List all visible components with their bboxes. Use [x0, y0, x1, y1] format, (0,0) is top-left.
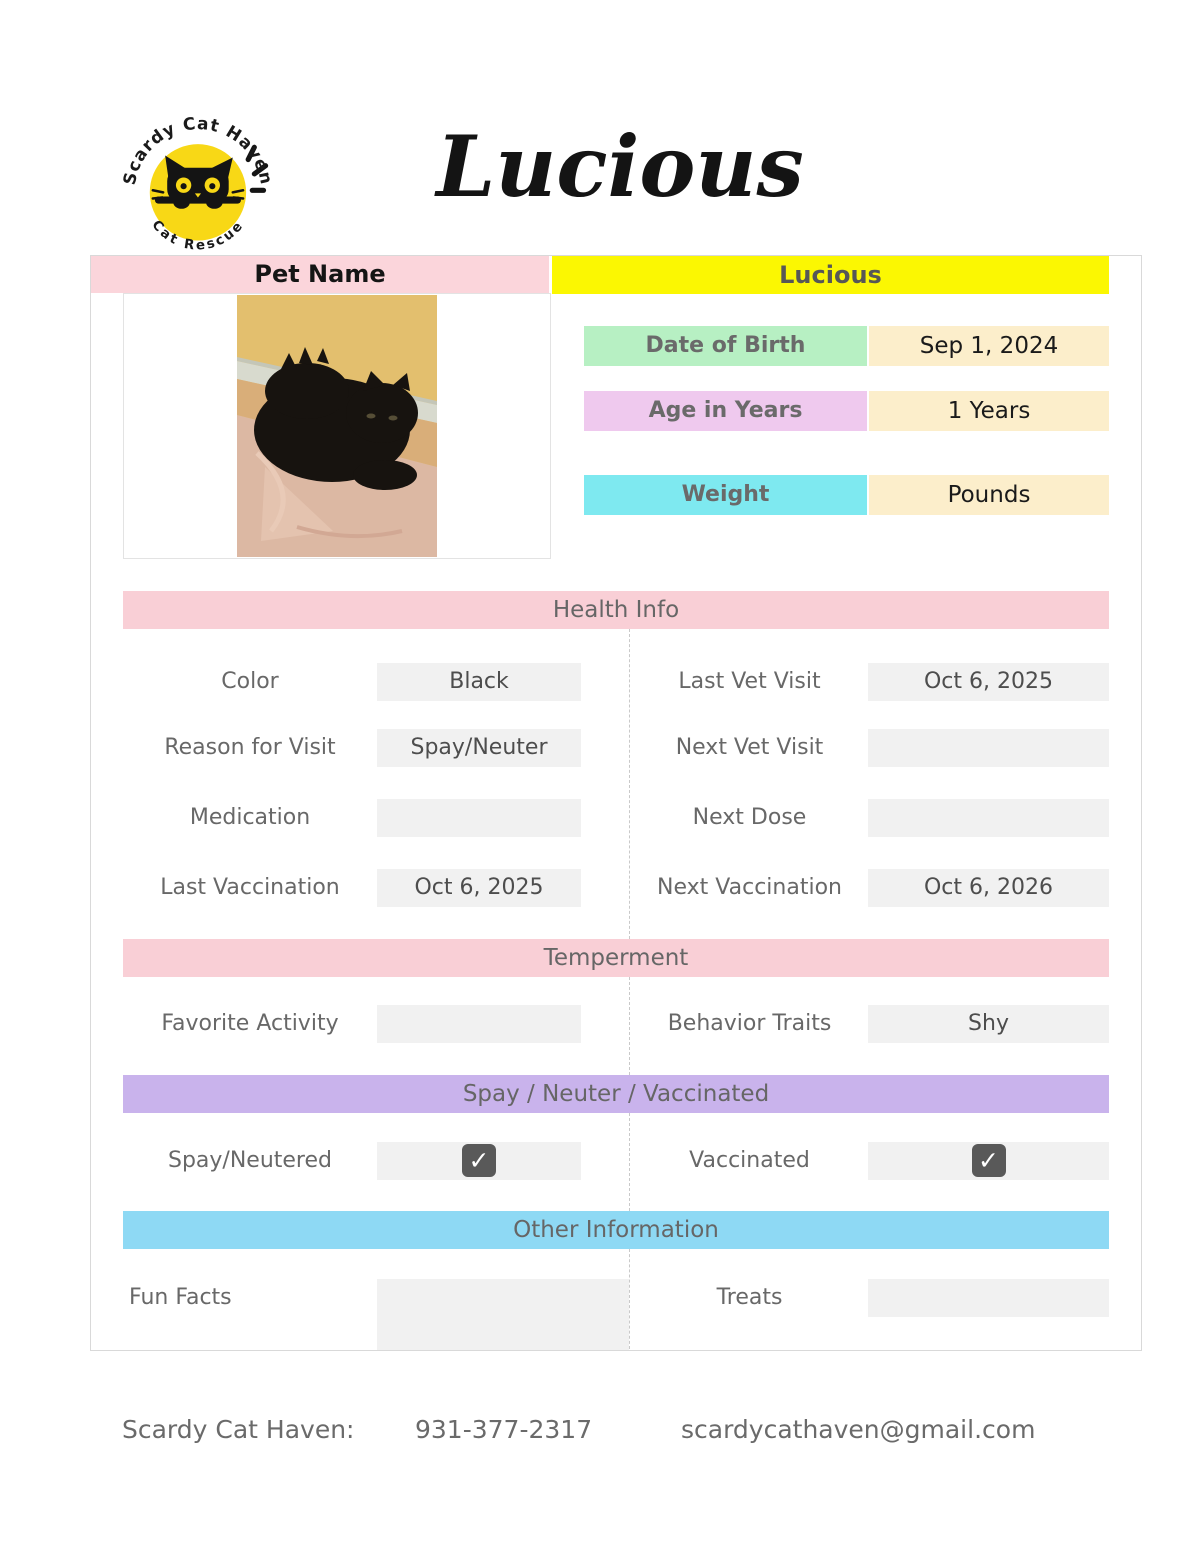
- field-label-color: Color: [221, 669, 279, 694]
- footer-org-name: Scardy Cat Haven:: [122, 1415, 355, 1444]
- field-value-medication[interactable]: [377, 799, 581, 837]
- field-value-last-vaccination[interactable]: Oct 6, 2025: [377, 869, 581, 907]
- field-label-next-vaccination: Next Vaccination: [657, 875, 842, 900]
- footer-email: scardycathaven@gmail.com: [681, 1415, 1036, 1444]
- field-value-next-dose[interactable]: [868, 799, 1109, 837]
- section-header-temperment: Temperment: [123, 939, 1109, 977]
- field-spay-neutered: [377, 1142, 581, 1180]
- field-value-behavior-traits[interactable]: Shy: [868, 1005, 1109, 1043]
- logo-arc-top-text: Scardy Cat Haven: [118, 112, 278, 187]
- field-vaccinated: [868, 1142, 1109, 1180]
- field-label-vaccinated: Vaccinated: [689, 1148, 810, 1173]
- weight-label: Weight: [584, 475, 867, 515]
- column-divider: [629, 1249, 630, 1349]
- field-value-last-vet-visit[interactable]: Oct 6, 2025: [868, 663, 1109, 701]
- spay-neutered-checkbox[interactable]: ✓: [462, 1144, 496, 1177]
- column-divider: [629, 977, 630, 1075]
- pet-photo: [237, 295, 437, 557]
- field-value-treats[interactable]: [868, 1279, 1109, 1317]
- field-label-next-vet-visit: Next Vet Visit: [675, 735, 824, 760]
- pet-name-header-cell: Pet Name: [91, 256, 549, 293]
- org-logo: [118, 96, 282, 260]
- field-label-next-dose: Next Dose: [692, 805, 807, 830]
- field-value-next-vaccination[interactable]: Oct 6, 2026: [868, 869, 1109, 907]
- section-header-spay-neuter-vaccinated: Spay / Neuter / Vaccinated: [123, 1075, 1109, 1113]
- field-label-last-vaccination: Last Vaccination: [160, 875, 340, 900]
- dob-row: [584, 326, 1109, 366]
- field-label-treats: Treats: [716, 1285, 783, 1310]
- field-label-favorite-activity: Favorite Activity: [161, 1011, 339, 1036]
- section-header-other-information: Other Information: [123, 1211, 1109, 1249]
- vaccinated-checkbox[interactable]: ✓: [972, 1144, 1006, 1177]
- field-label-medication: Medication: [189, 805, 311, 830]
- photo-frame: [123, 293, 551, 559]
- weight-value[interactable]: Pounds: [869, 475, 1109, 515]
- field-label-last-vet-visit: Last Vet Visit: [678, 669, 821, 694]
- column-divider: [629, 1113, 630, 1211]
- age-label: Age in Years: [584, 391, 867, 431]
- field-value-reason-for-visit[interactable]: Spay/Neuter: [377, 729, 581, 767]
- age-row: [584, 391, 1109, 431]
- profile-card: [90, 255, 1142, 1351]
- age-value[interactable]: 1 Years: [869, 391, 1109, 431]
- column-divider: [629, 629, 630, 939]
- pet-title: Lucious: [436, 117, 804, 216]
- field-label-behavior-traits: Behavior Traits: [667, 1011, 832, 1036]
- field-label-spay-neutered: Spay/Neutered: [167, 1148, 332, 1173]
- dob-value[interactable]: Sep 1, 2024: [869, 326, 1109, 366]
- logo-arc-bottom-text: Cat Rescue: [148, 217, 248, 254]
- pet-name-value-cell: Lucious: [552, 256, 1109, 294]
- footer-phone: 931-377-2317: [415, 1415, 593, 1444]
- section-header-health-info: Health Info: [123, 591, 1109, 629]
- dob-label: Date of Birth: [584, 326, 867, 366]
- weight-row: [584, 475, 1109, 515]
- field-value-favorite-activity[interactable]: [377, 1005, 581, 1043]
- field-value-color[interactable]: Black: [377, 663, 581, 701]
- field-value-fun-facts[interactable]: [377, 1279, 629, 1350]
- field-value-next-vet-visit[interactable]: [868, 729, 1109, 767]
- field-label-reason-for-visit: Reason for Visit: [164, 735, 336, 760]
- field-label-fun-facts: Fun Facts: [129, 1285, 232, 1310]
